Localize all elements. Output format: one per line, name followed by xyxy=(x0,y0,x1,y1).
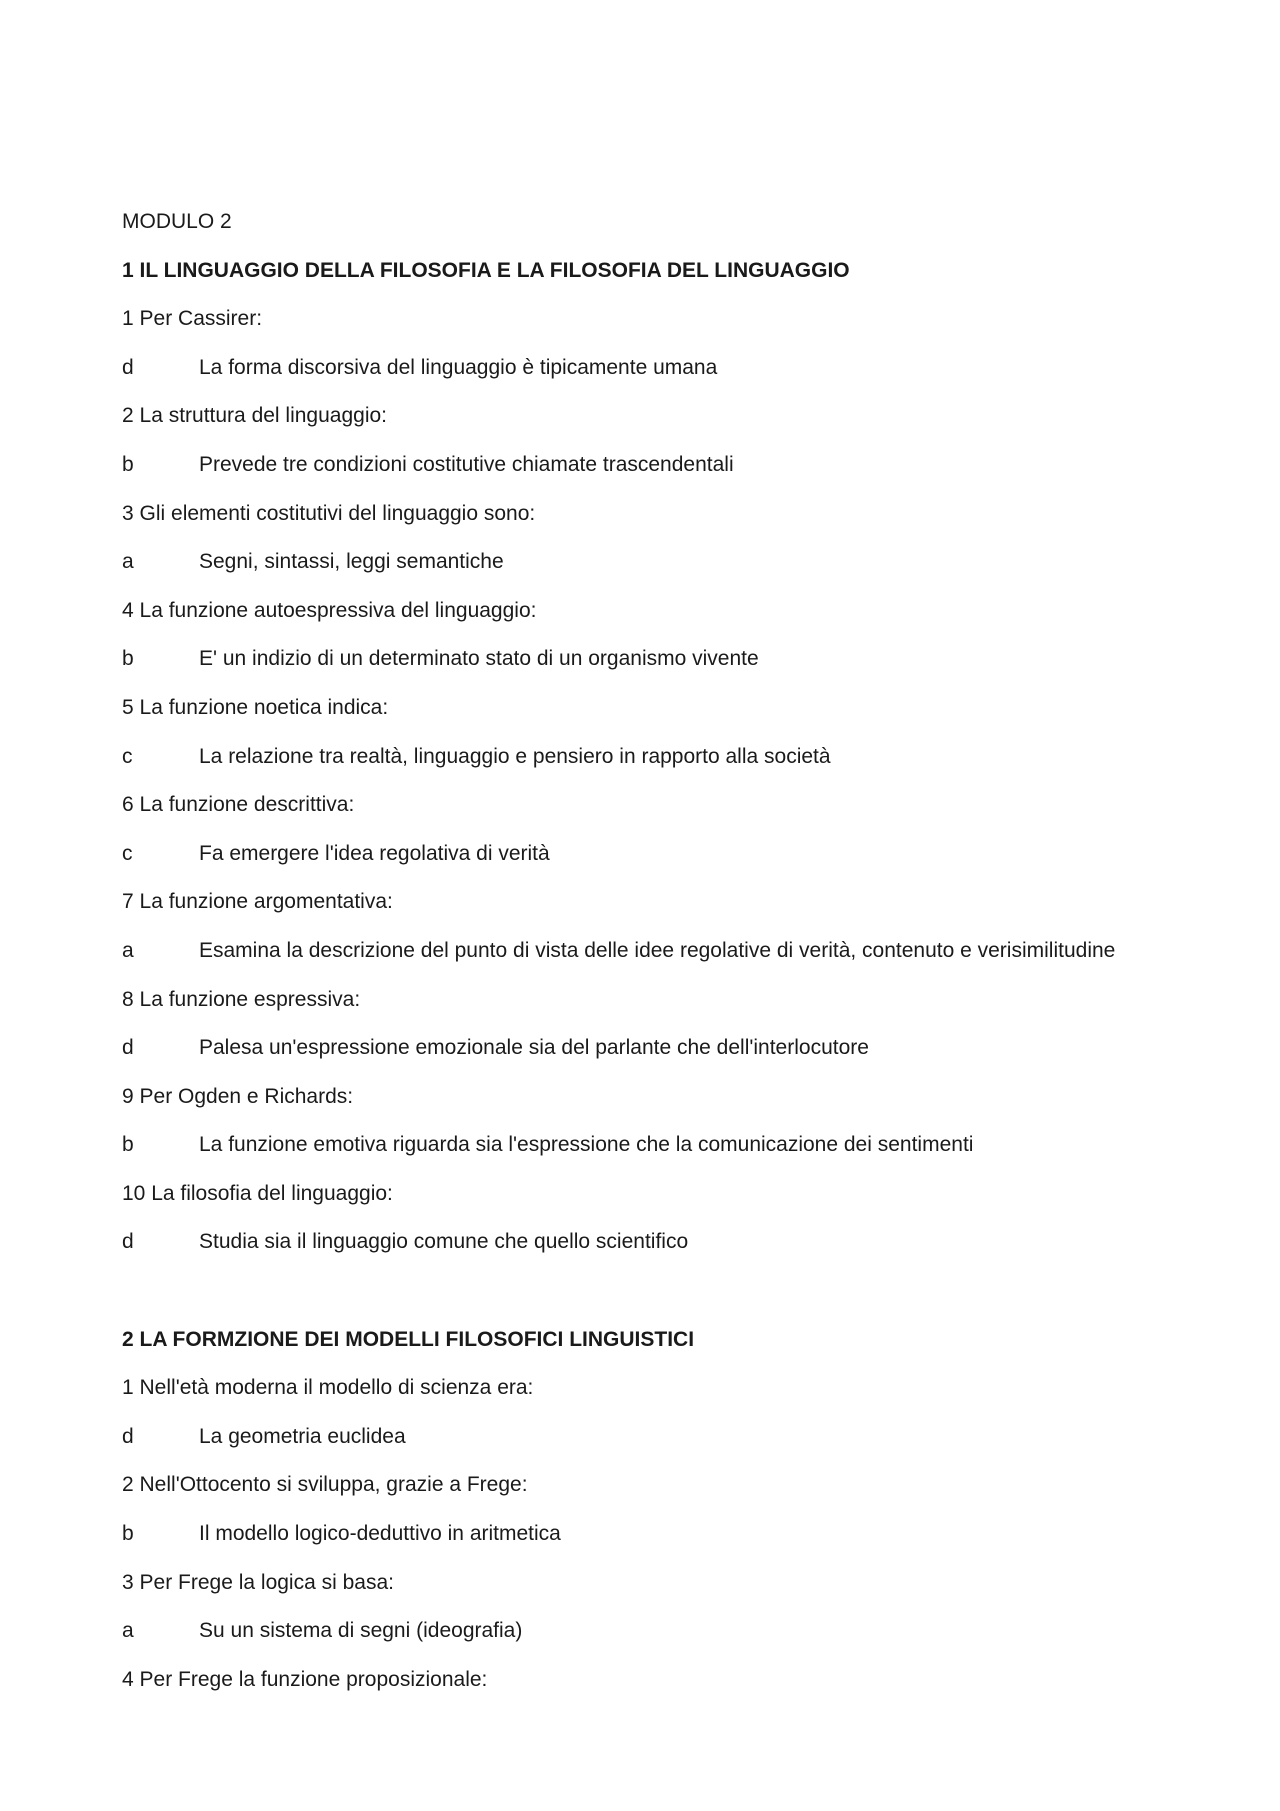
section-spacer xyxy=(122,1267,1200,1316)
answer-text: Palesa un'espressione emozionale sia del parlante che dell'interlocutore xyxy=(199,1036,869,1060)
answer-line xyxy=(122,733,1200,782)
question-line: 6 La funzione descrittiva: xyxy=(122,793,355,817)
document-body xyxy=(122,247,1200,1705)
question-line: 7 La funzione argomentativa: xyxy=(122,890,393,914)
answer-text: E' un indizio di un determinato stato di un organismo vivente xyxy=(199,647,759,671)
answer-line xyxy=(122,344,1200,393)
answer-letter: c xyxy=(122,744,133,768)
question-line: 4 Per Frege la funzione proposizionale: xyxy=(122,1667,488,1691)
answer-letter: a xyxy=(122,938,134,962)
question-line: 3 Per Frege la logica si basa: xyxy=(122,1570,394,1594)
answer-line xyxy=(122,1607,1200,1656)
answer-text: Prevede tre condizioni costitutive chiamate trascendentali xyxy=(199,452,734,476)
answer-line xyxy=(122,927,1200,976)
question-line: 2 Nell'Ottocento si sviluppa, grazie a Frege: xyxy=(122,1473,528,1497)
answer-text: Fa emergere l'idea regolativa di verità xyxy=(199,841,550,865)
module-title: MODULO 2 xyxy=(122,210,232,233)
answer-text: Il modello logico-deduttivo in aritmetica xyxy=(199,1522,561,1546)
answer-line xyxy=(122,1121,1200,1170)
answer-line xyxy=(122,1413,1200,1462)
answer-text: La funzione emotiva riguarda sia l'espressione che la comunicazione dei sentimenti xyxy=(199,1133,974,1157)
question-line: 8 La funzione espressiva: xyxy=(122,987,361,1011)
question-line: 5 La funzione noetica indica: xyxy=(122,695,389,719)
answer-letter: d xyxy=(122,355,134,379)
section-heading: 1 IL LINGUAGGIO DELLA FILOSOFIA E LA FILOSOFIA DEL LINGUAGGIO xyxy=(122,258,850,282)
answer-letter: c xyxy=(122,841,133,865)
answer-letter: d xyxy=(122,1424,134,1448)
answer-letter: a xyxy=(122,550,134,574)
answer-text: Studia sia il linguaggio comune che quello scientifico xyxy=(199,1230,689,1254)
question-line: 2 La struttura del linguaggio: xyxy=(122,404,388,428)
answer-line xyxy=(122,538,1200,587)
question-line: 9 Per Ogden e Richards: xyxy=(122,1084,354,1108)
question-line: 3 Gli elementi costitutivi del linguaggio sono: xyxy=(122,501,536,525)
answer-letter: a xyxy=(122,1619,134,1643)
answer-line xyxy=(122,635,1200,684)
answer-letter: b xyxy=(122,452,134,476)
answer-line xyxy=(122,1510,1200,1559)
question-line: 10 La filosofia del linguaggio: xyxy=(122,1181,393,1205)
answer-letter: b xyxy=(122,1133,134,1157)
answer-text: Segni, sintassi, leggi semantiche xyxy=(199,550,504,574)
answer-text: Esamina la descrizione del punto di vista delle idee regolative di verità, contenuto e verisimilitudine xyxy=(199,938,1116,962)
question-line: 4 La funzione autoespressiva del linguaggio: xyxy=(122,598,537,622)
answer-text: La relazione tra realtà, linguaggio e pensiero in rapporto alla società xyxy=(199,744,831,768)
answer-line xyxy=(122,1024,1200,1073)
answer-letter: b xyxy=(122,647,134,671)
answer-letter: d xyxy=(122,1230,134,1254)
answer-text: La geometria euclidea xyxy=(199,1424,406,1448)
answer-letter: d xyxy=(122,1036,134,1060)
answer-text: Su un sistema di segni (ideografia) xyxy=(199,1619,523,1643)
answer-line xyxy=(122,441,1200,490)
question-line: 1 Per Cassirer: xyxy=(122,307,263,331)
answer-line xyxy=(122,1218,1200,1267)
question-line: 1 Nell'età moderna il modello di scienza era: xyxy=(122,1376,534,1400)
answer-letter: b xyxy=(122,1522,134,1546)
section-heading: 2 LA FORMZIONE DEI MODELLI FILOSOFICI LINGUISTICI xyxy=(122,1327,695,1351)
answer-text: La forma discorsiva del linguaggio è tipicamente umana xyxy=(199,355,718,379)
answer-line xyxy=(122,830,1200,879)
